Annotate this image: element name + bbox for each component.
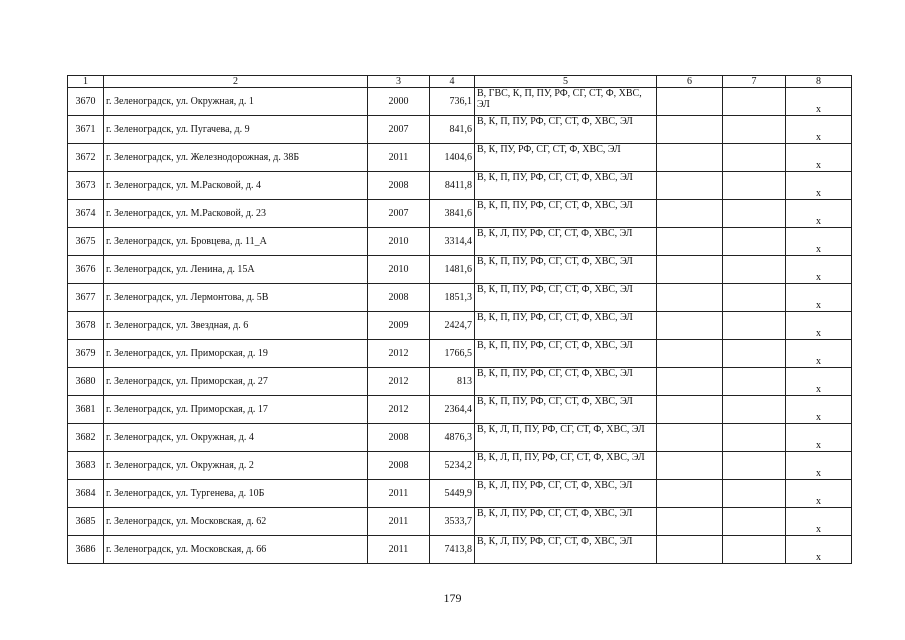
row-number-cell: 3677 <box>68 284 104 312</box>
column-6-cell <box>657 452 723 480</box>
column-7-cell <box>723 200 786 228</box>
row-number-cell: 3679 <box>68 340 104 368</box>
column-6-cell <box>657 88 723 116</box>
row-number-cell: 3684 <box>68 480 104 508</box>
utilities-cell: В, К, Л, ПУ, РФ, СГ, СТ, Ф, ХВС, ЭЛ <box>475 508 657 536</box>
area-cell: 841,6 <box>430 116 475 144</box>
header-cell-3: 3 <box>368 76 430 88</box>
column-6-cell <box>657 200 723 228</box>
utilities-cell: В, К, П, ПУ, РФ, СГ, СТ, Ф, ХВС, ЭЛ <box>475 200 657 228</box>
mark-cell: х <box>786 508 852 536</box>
utilities-cell: В, К, П, ПУ, РФ, СГ, СТ, Ф, ХВС, ЭЛ <box>475 368 657 396</box>
table-row <box>68 228 852 256</box>
row-number-cell: 3670 <box>68 88 104 116</box>
table-row <box>68 172 852 200</box>
column-6-cell <box>657 508 723 536</box>
year-cell: 2011 <box>368 508 430 536</box>
table-row <box>68 452 852 480</box>
area-cell: 813 <box>430 368 475 396</box>
mark-cell: х <box>786 396 852 424</box>
mark-cell: х <box>786 256 852 284</box>
column-7-cell <box>723 368 786 396</box>
header-cell-6: 6 <box>657 76 723 88</box>
address-cell: г. Зеленоградск, ул. Московская, д. 62 <box>104 508 368 536</box>
header-cell-2: 2 <box>104 76 368 88</box>
address-cell: г. Зеленоградск, ул. Приморская, д. 27 <box>104 368 368 396</box>
row-number-cell: 3672 <box>68 144 104 172</box>
column-7-cell <box>723 396 786 424</box>
column-6-cell <box>657 284 723 312</box>
utilities-cell: В, К, П, ПУ, РФ, СГ, СТ, Ф, ХВС, ЭЛ <box>475 172 657 200</box>
mark-cell: х <box>786 424 852 452</box>
utilities-cell: В, К, Л, ПУ, РФ, СГ, СТ, Ф, ХВС, ЭЛ <box>475 536 657 564</box>
year-cell: 2010 <box>368 256 430 284</box>
year-cell: 2012 <box>368 396 430 424</box>
area-cell: 4876,3 <box>430 424 475 452</box>
area-cell: 3533,7 <box>430 508 475 536</box>
year-cell: 2007 <box>368 116 430 144</box>
area-cell: 1851,3 <box>430 284 475 312</box>
utilities-cell: В, К, Л, П, ПУ, РФ, СГ, СТ, Ф, ХВС, ЭЛ <box>475 424 657 452</box>
year-cell: 2007 <box>368 200 430 228</box>
address-cell: г. Зеленоградск, ул. Окружная, д. 2 <box>104 452 368 480</box>
utilities-cell: В, К, П, ПУ, РФ, СГ, СТ, Ф, ХВС, ЭЛ <box>475 116 657 144</box>
address-cell: г. Зеленоградск, ул. Тургенева, д. 10Б <box>104 480 368 508</box>
address-cell: г. Зеленоградск, ул. Окружная, д. 4 <box>104 424 368 452</box>
area-cell: 1766,5 <box>430 340 475 368</box>
header-row <box>68 76 852 88</box>
table-row <box>68 88 852 116</box>
mark-cell: х <box>786 116 852 144</box>
table-row <box>68 340 852 368</box>
table-row <box>68 424 852 452</box>
mark-cell: х <box>786 340 852 368</box>
address-cell: г. Зеленоградск, ул. Лермонтова, д. 5В <box>104 284 368 312</box>
column-6-cell <box>657 340 723 368</box>
area-cell: 3841,6 <box>430 200 475 228</box>
year-cell: 2008 <box>368 284 430 312</box>
row-number-cell: 3678 <box>68 312 104 340</box>
table-row <box>68 508 852 536</box>
mark-cell: х <box>786 284 852 312</box>
mark-cell: х <box>786 452 852 480</box>
column-7-cell <box>723 172 786 200</box>
address-cell: г. Зеленоградск, ул. Пугачева, д. 9 <box>104 116 368 144</box>
column-6-cell <box>657 312 723 340</box>
mark-cell: х <box>786 200 852 228</box>
address-cell: г. Зеленоградск, ул. Приморская, д. 19 <box>104 340 368 368</box>
column-7-cell <box>723 424 786 452</box>
row-number-cell: 3683 <box>68 452 104 480</box>
area-cell: 1481,6 <box>430 256 475 284</box>
utilities-cell: В, К, ПУ, РФ, СГ, СТ, Ф, ХВС, ЭЛ <box>475 144 657 172</box>
area-cell: 1404,6 <box>430 144 475 172</box>
mark-cell: х <box>786 172 852 200</box>
column-6-cell <box>657 424 723 452</box>
utilities-cell: В, К, Л, П, ПУ, РФ, СГ, СТ, Ф, ХВС, ЭЛ <box>475 452 657 480</box>
table-row <box>68 116 852 144</box>
column-7-cell <box>723 480 786 508</box>
year-cell: 2010 <box>368 228 430 256</box>
utilities-cell: В, К, П, ПУ, РФ, СГ, СТ, Ф, ХВС, ЭЛ <box>475 340 657 368</box>
table-row <box>68 396 852 424</box>
page-number: 179 <box>443 591 462 605</box>
column-6-cell <box>657 228 723 256</box>
table-row <box>68 200 852 228</box>
address-cell: г. Зеленоградск, ул. Приморская, д. 17 <box>104 396 368 424</box>
header-cell-1: 1 <box>68 76 104 88</box>
address-cell: г. Зеленоградск, ул. Бровцева, д. 11_А <box>104 228 368 256</box>
utilities-cell: В, К, Л, ПУ, РФ, СГ, СТ, Ф, ХВС, ЭЛ <box>475 480 657 508</box>
row-number-cell: 3681 <box>68 396 104 424</box>
row-number-cell: 3674 <box>68 200 104 228</box>
mark-cell: х <box>786 228 852 256</box>
column-7-cell <box>723 508 786 536</box>
column-7-cell <box>723 88 786 116</box>
column-6-cell <box>657 536 723 564</box>
address-cell: г. Зеленоградск, ул. Звездная, д. 6 <box>104 312 368 340</box>
table-row <box>68 536 852 564</box>
address-cell: г. Зеленоградск, ул. М.Расковой, д. 4 <box>104 172 368 200</box>
utilities-cell: В, К, П, ПУ, РФ, СГ, СТ, Ф, ХВС, ЭЛ <box>475 256 657 284</box>
row-number-cell: 3673 <box>68 172 104 200</box>
table-header <box>68 76 852 88</box>
area-cell: 5234,2 <box>430 452 475 480</box>
year-cell: 2011 <box>368 536 430 564</box>
header-cell-7: 7 <box>723 76 786 88</box>
table-body <box>68 88 852 564</box>
utilities-cell: В, К, П, ПУ, РФ, СГ, СТ, Ф, ХВС, ЭЛ <box>475 284 657 312</box>
header-cell-4: 4 <box>430 76 475 88</box>
column-7-cell <box>723 340 786 368</box>
area-cell: 2424,7 <box>430 312 475 340</box>
year-cell: 2008 <box>368 172 430 200</box>
year-cell: 2009 <box>368 312 430 340</box>
column-6-cell <box>657 144 723 172</box>
mark-cell: х <box>786 144 852 172</box>
row-number-cell: 3686 <box>68 536 104 564</box>
table-row <box>68 480 852 508</box>
year-cell: 2008 <box>368 424 430 452</box>
address-cell: г. Зеленоградск, ул. М.Расковой, д. 23 <box>104 200 368 228</box>
table-row <box>68 312 852 340</box>
utilities-cell: В, К, П, ПУ, РФ, СГ, СТ, Ф, ХВС, ЭЛ <box>475 396 657 424</box>
address-cell: г. Зеленоградск, ул. Ленина, д. 15А <box>104 256 368 284</box>
area-cell: 8411,8 <box>430 172 475 200</box>
column-7-cell <box>723 284 786 312</box>
year-cell: 2000 <box>368 88 430 116</box>
column-7-cell <box>723 256 786 284</box>
year-cell: 2008 <box>368 452 430 480</box>
column-7-cell <box>723 312 786 340</box>
area-cell: 3314,4 <box>430 228 475 256</box>
area-cell: 7413,8 <box>430 536 475 564</box>
column-6-cell <box>657 256 723 284</box>
table-row <box>68 144 852 172</box>
row-number-cell: 3675 <box>68 228 104 256</box>
utilities-cell: В, К, Л, ПУ, РФ, СГ, СТ, Ф, ХВС, ЭЛ <box>475 228 657 256</box>
utilities-cell: В, К, П, ПУ, РФ, СГ, СТ, Ф, ХВС, ЭЛ <box>475 312 657 340</box>
column-7-cell <box>723 536 786 564</box>
column-7-cell <box>723 228 786 256</box>
column-6-cell <box>657 116 723 144</box>
table-row <box>68 256 852 284</box>
row-number-cell: 3682 <box>68 424 104 452</box>
column-6-cell <box>657 480 723 508</box>
column-7-cell <box>723 144 786 172</box>
mark-cell: х <box>786 536 852 564</box>
table-row <box>68 368 852 396</box>
column-6-cell <box>657 368 723 396</box>
mark-cell: х <box>786 480 852 508</box>
row-number-cell: 3671 <box>68 116 104 144</box>
area-cell: 736,1 <box>430 88 475 116</box>
header-cell-8: 8 <box>786 76 852 88</box>
address-cell: г. Зеленоградск, ул. Железнодорожная, д. 38Б <box>104 144 368 172</box>
year-cell: 2011 <box>368 144 430 172</box>
row-number-cell: 3680 <box>68 368 104 396</box>
column-6-cell <box>657 396 723 424</box>
column-7-cell <box>723 452 786 480</box>
table-row <box>68 284 852 312</box>
address-cell: г. Зеленоградск, ул. Окружная, д. 1 <box>104 88 368 116</box>
header-cell-5: 5 <box>475 76 657 88</box>
year-cell: 2012 <box>368 340 430 368</box>
mark-cell: х <box>786 88 852 116</box>
year-cell: 2012 <box>368 368 430 396</box>
mark-cell: х <box>786 368 852 396</box>
row-number-cell: 3685 <box>68 508 104 536</box>
utilities-cell: В, ГВС, К, П, ПУ, РФ, СГ, СТ, Ф, ХВС, ЭЛ <box>475 88 657 116</box>
mark-cell: х <box>786 312 852 340</box>
housing-registry-table <box>67 75 852 564</box>
column-6-cell <box>657 172 723 200</box>
year-cell: 2011 <box>368 480 430 508</box>
address-cell: г. Зеленоградск, ул. Московская, д. 66 <box>104 536 368 564</box>
area-cell: 2364,4 <box>430 396 475 424</box>
area-cell: 5449,9 <box>430 480 475 508</box>
row-number-cell: 3676 <box>68 256 104 284</box>
column-7-cell <box>723 116 786 144</box>
